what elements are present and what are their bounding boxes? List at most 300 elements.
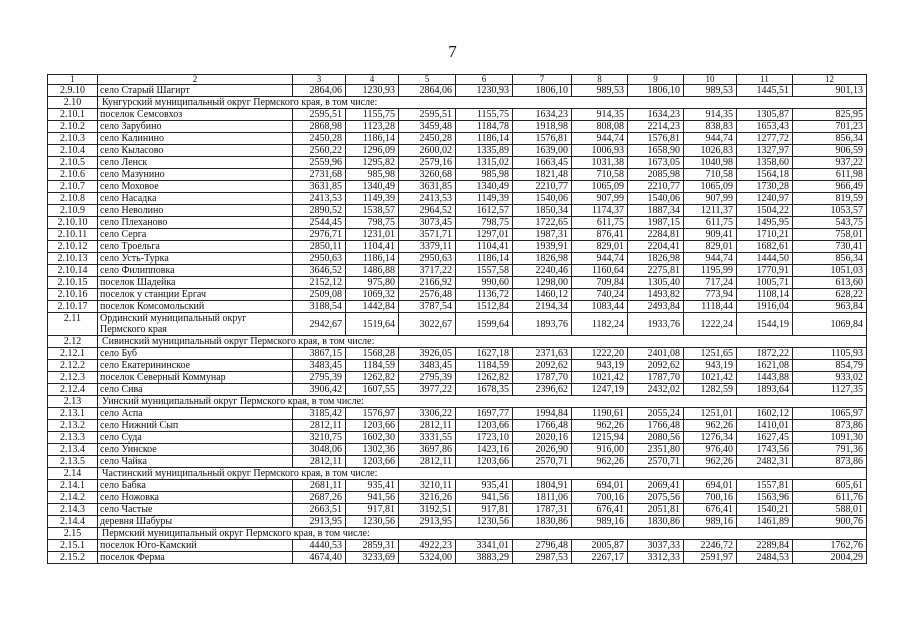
table-row: [48, 229, 867, 241]
value-cell: 2859,31: [346, 540, 399, 552]
value-cell: 2681,11: [293, 480, 346, 492]
value-cell: 1634,23: [628, 109, 684, 121]
column-number-cell: 1: [48, 75, 98, 85]
value-cell: 1108,14: [737, 289, 793, 301]
value-cell: 943,19: [684, 360, 737, 372]
value-cell: 1504,22: [737, 205, 793, 217]
value-cell: 3697,86: [399, 444, 456, 456]
row-code-cell: 2.10.2: [48, 121, 98, 133]
value-cell: 1826,98: [628, 253, 684, 265]
settlement-name-cell: поселок Шадейка: [98, 277, 293, 289]
value-cell: 4922,23: [399, 540, 456, 552]
value-cell: 1826,98: [513, 253, 572, 265]
table-row: [48, 241, 867, 253]
value-cell: 1105,93: [793, 348, 867, 360]
value-cell: 2964,52: [399, 205, 456, 217]
value-cell: 611,75: [572, 217, 628, 229]
row-code-cell: 2.14: [48, 468, 98, 480]
value-cell: 2069,41: [628, 480, 684, 492]
value-cell: 941,56: [456, 492, 513, 504]
value-cell: 1296,09: [346, 145, 399, 157]
value-cell: 5324,00: [399, 552, 456, 564]
value-cell: 2284,81: [628, 229, 684, 241]
value-cell: 1305,87: [737, 109, 793, 121]
value-cell: 1495,95: [737, 217, 793, 229]
value-cell: 2987,53: [513, 552, 572, 564]
value-cell: 1240,97: [737, 193, 793, 205]
value-cell: 2864,06: [399, 85, 456, 97]
table-row: [48, 384, 867, 396]
row-code-cell: 2.11: [48, 313, 98, 336]
value-cell: 710,58: [684, 169, 737, 181]
value-cell: 3926,05: [399, 348, 456, 360]
value-cell: 611,76: [793, 492, 867, 504]
section-title-cell: Частинский муниципальный округ Пермского края, в том числе:: [98, 468, 867, 480]
value-cell: 1069,84: [793, 313, 867, 336]
value-cell: 990,60: [456, 277, 513, 289]
value-cell: 1230,93: [346, 85, 399, 97]
settlement-name-cell: поселок Юго-Камский: [98, 540, 293, 552]
row-code-cell: 2.15.2: [48, 552, 98, 564]
value-cell: 1277,72: [737, 133, 793, 145]
value-cell: 1607,55: [346, 384, 399, 396]
value-cell: 1184,59: [346, 360, 399, 372]
value-cell: 856,34: [793, 253, 867, 265]
value-cell: 3483,45: [293, 360, 346, 372]
settlement-name-cell: село Плеханово: [98, 217, 293, 229]
value-cell: 3216,26: [399, 492, 456, 504]
settlement-name-cell: поселок Ферма: [98, 552, 293, 564]
value-cell: 2004,29: [793, 552, 867, 564]
value-cell: 2796,48: [513, 540, 572, 552]
value-cell: 1231,01: [346, 229, 399, 241]
value-cell: 1118,44: [684, 301, 737, 313]
table-row: [48, 157, 867, 169]
value-cell: 1544,19: [737, 313, 793, 336]
value-cell: 873,86: [793, 420, 867, 432]
value-cell: 628,22: [793, 289, 867, 301]
settlement-name-cell: поселок Комсомольский: [98, 301, 293, 313]
value-cell: 2289,84: [737, 540, 793, 552]
value-cell: 1557,58: [456, 265, 513, 277]
settlement-name-cell: село Калинино: [98, 133, 293, 145]
value-cell: 1987,31: [513, 229, 572, 241]
row-code-cell: 2.10.14: [48, 265, 98, 277]
table-row: [48, 85, 867, 97]
settlement-name-cell: село Зарубино: [98, 121, 293, 133]
value-cell: 944,74: [572, 253, 628, 265]
value-cell: 941,56: [346, 492, 399, 504]
value-cell: 1021,42: [684, 372, 737, 384]
value-cell: 1493,82: [628, 289, 684, 301]
value-cell: 1186,14: [456, 253, 513, 265]
value-cell: 2663,51: [293, 504, 346, 516]
settlement-name-cell: Ординский муниципальный округ Пермского края: [98, 313, 293, 336]
value-cell: 1358,60: [737, 157, 793, 169]
settlement-name-cell: село Аспа: [98, 408, 293, 420]
value-cell: 1203,66: [456, 456, 513, 468]
section-title-cell: Уинский муниципальный округ Пермского края, в том числе:: [98, 396, 867, 408]
value-cell: 3341,01: [456, 540, 513, 552]
value-cell: 1663,45: [513, 157, 572, 169]
table-row: [48, 420, 867, 432]
section-title-cell: Пермский муниципальный округ Пермского края, в том числе:: [98, 528, 867, 540]
table-row: [48, 408, 867, 420]
value-cell: 2493,84: [628, 301, 684, 313]
row-code-cell: 2.12.1: [48, 348, 98, 360]
row-code-cell: 2.13: [48, 396, 98, 408]
value-cell: 3306,22: [399, 408, 456, 420]
value-cell: 1461,89: [737, 516, 793, 528]
value-cell: 1186,14: [346, 133, 399, 145]
value-cell: 1160,64: [572, 265, 628, 277]
table-row: [48, 504, 867, 516]
value-cell: 1127,35: [793, 384, 867, 396]
value-cell: 1621,08: [737, 360, 793, 372]
value-cell: 3331,55: [399, 432, 456, 444]
value-cell: 917,81: [456, 504, 513, 516]
section-row: [48, 528, 867, 540]
value-cell: 1599,64: [456, 313, 513, 336]
value-cell: 1136,72: [456, 289, 513, 301]
value-cell: 3631,85: [293, 181, 346, 193]
table-row: [48, 540, 867, 552]
value-cell: 962,26: [572, 420, 628, 432]
table-row: [48, 289, 867, 301]
value-cell: 1486,88: [346, 265, 399, 277]
value-cell: 1787,70: [513, 372, 572, 384]
value-cell: 2850,11: [293, 241, 346, 253]
row-code-cell: 2.14.2: [48, 492, 98, 504]
table-row: [48, 432, 867, 444]
value-cell: 1182,24: [572, 313, 628, 336]
value-cell: 1051,03: [793, 265, 867, 277]
value-cell: 1423,16: [456, 444, 513, 456]
value-cell: 1211,37: [684, 205, 737, 217]
value-cell: 2950,63: [293, 253, 346, 265]
value-cell: 1031,38: [572, 157, 628, 169]
value-cell: 1576,81: [513, 133, 572, 145]
value-cell: 717,24: [684, 277, 737, 289]
value-cell: 914,35: [684, 109, 737, 121]
value-cell: 1918,98: [513, 121, 572, 133]
value-cell: 2214,23: [628, 121, 684, 133]
row-code-cell: 2.10.15: [48, 277, 98, 289]
table-row: [48, 313, 867, 336]
settlement-name-cell: село Суда: [98, 432, 293, 444]
value-cell: 1297,01: [456, 229, 513, 241]
column-number-cell: 11: [737, 75, 793, 85]
value-cell: 605,61: [793, 480, 867, 492]
table-row: [48, 181, 867, 193]
value-cell: 1987,15: [628, 217, 684, 229]
row-code-cell: 2.12.2: [48, 360, 98, 372]
value-cell: 2570,71: [628, 456, 684, 468]
row-code-cell: 2.10.13: [48, 253, 98, 265]
value-cell: 3379,11: [399, 241, 456, 253]
value-cell: 962,26: [684, 420, 737, 432]
value-cell: 2731,68: [293, 169, 346, 181]
table-row: [48, 205, 867, 217]
value-cell: 2020,16: [513, 432, 572, 444]
value-cell: 1766,48: [628, 420, 684, 432]
value-cell: 1762,76: [793, 540, 867, 552]
value-cell: 2570,71: [513, 456, 572, 468]
value-cell: 1770,91: [737, 265, 793, 277]
row-code-cell: 2.10.3: [48, 133, 98, 145]
value-cell: 1091,30: [793, 432, 867, 444]
value-cell: 1410,01: [737, 420, 793, 432]
row-code-cell: 2.10.4: [48, 145, 98, 157]
row-code-cell: 2.13.4: [48, 444, 98, 456]
value-cell: 1939,91: [513, 241, 572, 253]
value-cell: 2868,98: [293, 121, 346, 133]
value-cell: 1005,71: [737, 277, 793, 289]
value-cell: 700,16: [684, 492, 737, 504]
row-code-cell: 2.12.4: [48, 384, 98, 396]
value-cell: 3883,29: [456, 552, 513, 564]
value-cell: 1302,36: [346, 444, 399, 456]
value-cell: 2595,51: [399, 109, 456, 121]
value-cell: 1639,00: [513, 145, 572, 157]
table-row: [48, 109, 867, 121]
value-cell: 909,41: [684, 229, 737, 241]
value-cell: 2075,56: [628, 492, 684, 504]
value-cell: 2576,48: [399, 289, 456, 301]
section-title-cell: Кунгурский муниципальный округ Пермского края, в том числе:: [98, 97, 867, 109]
value-cell: 829,01: [684, 241, 737, 253]
value-cell: 3717,22: [399, 265, 456, 277]
value-cell: 2371,63: [513, 348, 572, 360]
value-cell: 3022,67: [399, 313, 456, 336]
value-cell: 1123,28: [346, 121, 399, 133]
row-code-cell: 2.10: [48, 97, 98, 109]
table-row: [48, 121, 867, 133]
settlement-name-cell: село Филипповка: [98, 265, 293, 277]
value-cell: 3188,54: [293, 301, 346, 313]
value-cell: 1872,22: [737, 348, 793, 360]
value-cell: 3210,75: [293, 432, 346, 444]
value-cell: 1787,31: [513, 504, 572, 516]
value-cell: 1444,50: [737, 253, 793, 265]
value-cell: 588,01: [793, 504, 867, 516]
column-number-cell: 7: [513, 75, 572, 85]
value-cell: 1295,82: [346, 157, 399, 169]
value-cell: 2544,45: [293, 217, 346, 229]
settlement-name-cell: село Бабка: [98, 480, 293, 492]
value-cell: 1315,02: [456, 157, 513, 169]
row-code-cell: 2.10.11: [48, 229, 98, 241]
value-cell: 1155,75: [456, 109, 513, 121]
value-cell: 1445,51: [737, 85, 793, 97]
column-number-row: [48, 75, 867, 85]
value-cell: 1460,12: [513, 289, 572, 301]
table-row: [48, 480, 867, 492]
value-cell: 907,99: [684, 193, 737, 205]
row-code-cell: 2.13.5: [48, 456, 98, 468]
value-cell: 1658,90: [628, 145, 684, 157]
value-cell: 989,53: [684, 85, 737, 97]
value-cell: 1723,10: [456, 432, 513, 444]
value-cell: 989,16: [572, 516, 628, 528]
value-cell: 1222,20: [572, 348, 628, 360]
value-cell: 1251,65: [684, 348, 737, 360]
value-cell: 2976,71: [293, 229, 346, 241]
value-cell: 1026,83: [684, 145, 737, 157]
value-cell: 1203,66: [346, 456, 399, 468]
value-cell: 819,59: [793, 193, 867, 205]
value-cell: 1215,94: [572, 432, 628, 444]
value-cell: 1627,45: [737, 432, 793, 444]
row-code-cell: 2.10.8: [48, 193, 98, 205]
row-code-cell: 2.14.1: [48, 480, 98, 492]
value-cell: 1149,39: [456, 193, 513, 205]
value-cell: 1563,96: [737, 492, 793, 504]
settlement-name-cell: поселок Северный Коммунар: [98, 372, 293, 384]
value-cell: 1512,84: [456, 301, 513, 313]
value-cell: 1893,76: [513, 313, 572, 336]
value-cell: 1576,81: [628, 133, 684, 145]
value-cell: 825,95: [793, 109, 867, 121]
value-cell: 838,83: [684, 121, 737, 133]
value-cell: 935,41: [346, 480, 399, 492]
value-cell: 1442,84: [346, 301, 399, 313]
value-cell: 1710,21: [737, 229, 793, 241]
value-cell: 2450,28: [293, 133, 346, 145]
value-cell: 917,81: [346, 504, 399, 516]
value-cell: 694,01: [572, 480, 628, 492]
row-code-cell: 2.10.7: [48, 181, 98, 193]
value-cell: 2401,08: [628, 348, 684, 360]
value-cell: 1184,59: [456, 360, 513, 372]
value-cell: 1612,57: [456, 205, 513, 217]
table-row: [48, 372, 867, 384]
value-cell: 791,36: [793, 444, 867, 456]
value-cell: 676,41: [684, 504, 737, 516]
value-cell: 1174,37: [572, 205, 628, 217]
value-cell: 906,59: [793, 145, 867, 157]
value-cell: 2413,53: [293, 193, 346, 205]
value-cell: 3185,42: [293, 408, 346, 420]
value-cell: 694,01: [684, 480, 737, 492]
settlement-name-cell: село Троельга: [98, 241, 293, 253]
value-cell: 1443,88: [737, 372, 793, 384]
value-cell: 2194,34: [513, 301, 572, 313]
value-cell: 1298,00: [513, 277, 572, 289]
value-cell: 1806,10: [513, 85, 572, 97]
value-cell: 3646,52: [293, 265, 346, 277]
value-cell: 1203,66: [346, 420, 399, 432]
value-cell: 3906,42: [293, 384, 346, 396]
value-cell: 2085,98: [628, 169, 684, 181]
row-code-cell: 2.10.17: [48, 301, 98, 313]
value-cell: 1557,81: [737, 480, 793, 492]
section-title-cell: Сивинский муниципальный округ Пермского края, в том числе:: [98, 336, 867, 348]
value-cell: 1021,42: [572, 372, 628, 384]
value-cell: 1276,34: [684, 432, 737, 444]
settlement-name-cell: село Неволино: [98, 205, 293, 217]
value-cell: 3260,68: [399, 169, 456, 181]
value-cell: 1830,86: [628, 516, 684, 528]
value-cell: 1186,14: [346, 253, 399, 265]
value-cell: 3073,45: [399, 217, 456, 229]
value-cell: 1602,12: [737, 408, 793, 420]
value-cell: 4440,53: [293, 540, 346, 552]
value-cell: 3048,06: [293, 444, 346, 456]
settlement-name-cell: село Нижний Сып: [98, 420, 293, 432]
table-row: [48, 217, 867, 229]
value-cell: 876,41: [572, 229, 628, 241]
value-cell: 989,16: [684, 516, 737, 528]
value-cell: 1564,18: [737, 169, 793, 181]
value-cell: 1230,93: [456, 85, 513, 97]
value-cell: 1730,28: [737, 181, 793, 193]
column-number-cell: 3: [293, 75, 346, 85]
value-cell: 2055,24: [628, 408, 684, 420]
section-row: [48, 336, 867, 348]
value-cell: 3312,33: [628, 552, 684, 564]
value-cell: 3867,15: [293, 348, 346, 360]
value-cell: 1811,06: [513, 492, 572, 504]
value-cell: 1340,49: [346, 181, 399, 193]
row-code-cell: 2.13.3: [48, 432, 98, 444]
value-cell: 1335,89: [456, 145, 513, 157]
row-code-cell: 2.12: [48, 336, 98, 348]
value-cell: 1340,49: [456, 181, 513, 193]
value-cell: 3977,22: [399, 384, 456, 396]
value-cell: 2795,39: [293, 372, 346, 384]
settlement-name-cell: село Моховое: [98, 181, 293, 193]
value-cell: 1722,65: [513, 217, 572, 229]
value-cell: 1230,56: [456, 516, 513, 528]
value-cell: 2560,22: [293, 145, 346, 157]
value-cell: 758,01: [793, 229, 867, 241]
table-row: [48, 516, 867, 528]
value-cell: 2579,16: [399, 157, 456, 169]
value-cell: 3233,69: [346, 552, 399, 564]
section-row: [48, 468, 867, 480]
value-cell: 1893,64: [737, 384, 793, 396]
value-cell: 966,49: [793, 181, 867, 193]
value-cell: 1887,34: [628, 205, 684, 217]
value-cell: 4674,40: [293, 552, 346, 564]
settlement-name-cell: село Серга: [98, 229, 293, 241]
value-cell: 1602,30: [346, 432, 399, 444]
value-cell: 1682,61: [737, 241, 793, 253]
value-cell: 1576,97: [346, 408, 399, 420]
value-cell: 798,75: [346, 217, 399, 229]
value-cell: 2351,80: [628, 444, 684, 456]
value-cell: 1634,23: [513, 109, 572, 121]
row-code-cell: 2.9.10: [48, 85, 98, 97]
column-number-cell: 2: [98, 75, 293, 85]
settlement-name-cell: село Сива: [98, 384, 293, 396]
table-row: [48, 360, 867, 372]
value-cell: 1806,10: [628, 85, 684, 97]
value-cell: 907,99: [572, 193, 628, 205]
settlement-name-cell: деревня Шабуры: [98, 516, 293, 528]
value-cell: 1053,57: [793, 205, 867, 217]
value-cell: 2051,81: [628, 504, 684, 516]
column-number-cell: 9: [628, 75, 684, 85]
value-cell: 2482,31: [737, 456, 793, 468]
value-cell: 1653,43: [737, 121, 793, 133]
value-cell: 1083,44: [572, 301, 628, 313]
value-cell: 2864,06: [293, 85, 346, 97]
value-cell: 611,75: [684, 217, 737, 229]
value-cell: 2210,77: [513, 181, 572, 193]
row-code-cell: 2.15.1: [48, 540, 98, 552]
